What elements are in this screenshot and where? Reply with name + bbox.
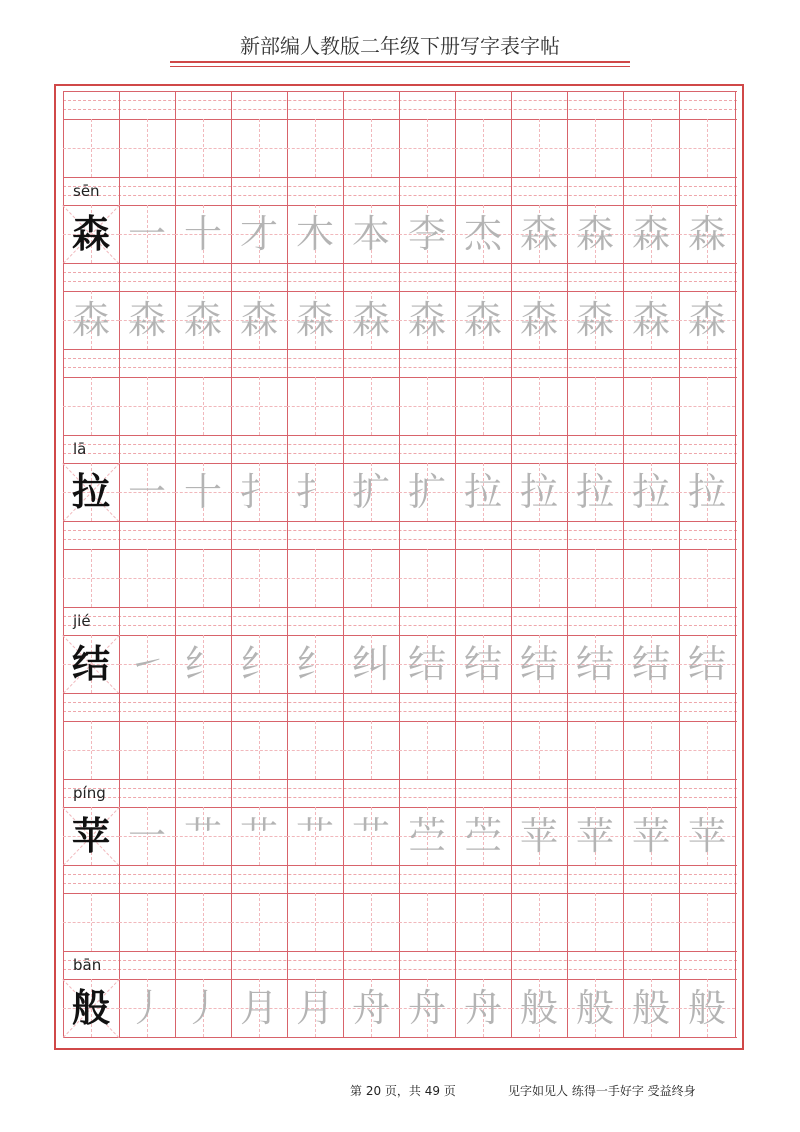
cell-divider bbox=[735, 91, 736, 177]
pinyin-band-top-line bbox=[63, 607, 737, 608]
box-center-guide bbox=[259, 721, 260, 779]
pinyin-band-top-line bbox=[63, 263, 737, 264]
cell-divider bbox=[399, 865, 400, 951]
box-center-guide bbox=[91, 893, 92, 951]
box-center-guide bbox=[483, 377, 484, 435]
box-center-guide bbox=[91, 549, 92, 607]
box-center-guide bbox=[707, 549, 708, 607]
box-center-guide bbox=[707, 893, 708, 951]
stroke-order-character: 森 bbox=[631, 212, 670, 256]
cell-divider bbox=[343, 521, 344, 607]
cell-divider bbox=[231, 349, 232, 435]
cell-divider bbox=[287, 91, 288, 177]
stroke-order-character: 苹 bbox=[687, 814, 726, 858]
box-center-guide bbox=[371, 893, 372, 951]
box-center-guide bbox=[483, 119, 484, 177]
stroke-order-character: 扩 bbox=[351, 470, 390, 514]
stroke-order-character: 木 bbox=[295, 212, 334, 256]
stroke-order-character: 结 bbox=[519, 642, 558, 686]
box-center-guide bbox=[315, 377, 316, 435]
box-center-guide bbox=[707, 721, 708, 779]
box-center-guide bbox=[91, 377, 92, 435]
stroke-order-character: 艹 bbox=[183, 814, 222, 858]
stroke-order-character: 艹 bbox=[239, 814, 278, 858]
box-bottom-line bbox=[63, 1037, 737, 1038]
box-center-guide bbox=[371, 119, 372, 177]
pinyin-guide-line bbox=[63, 788, 737, 789]
pinyin-guide-line bbox=[63, 195, 737, 196]
cell-divider bbox=[623, 865, 624, 951]
stroke-order-character: 苎 bbox=[407, 814, 446, 858]
pinyin-guide-line bbox=[63, 109, 737, 110]
cell-divider bbox=[735, 779, 736, 865]
cell-divider bbox=[119, 349, 120, 435]
box-center-guide bbox=[427, 893, 428, 951]
cell-divider bbox=[287, 865, 288, 951]
box-center-guide bbox=[595, 377, 596, 435]
trace-character: 森 bbox=[575, 298, 614, 342]
model-character: 拉 bbox=[71, 470, 110, 514]
pinyin-band-top-line bbox=[63, 435, 737, 436]
box-center-guide bbox=[595, 893, 596, 951]
stroke-order-character: 月 bbox=[239, 986, 278, 1030]
box-center-guide bbox=[483, 549, 484, 607]
page-title: 新部编人教版二年级下册写字表字帖 bbox=[240, 34, 560, 58]
cell-divider bbox=[63, 865, 64, 951]
cell-divider bbox=[287, 521, 288, 607]
pinyin-guide-line bbox=[63, 960, 737, 961]
stroke-order-character: 本 bbox=[351, 212, 390, 256]
cell-divider bbox=[455, 521, 456, 607]
stroke-order-character: 一 bbox=[127, 470, 166, 514]
footer-motto: 见字如见人 练得一手好字 受益终身 bbox=[508, 1084, 696, 1098]
cell-divider bbox=[511, 865, 512, 951]
cell-divider bbox=[567, 693, 568, 779]
pinyin-guide-line bbox=[63, 625, 737, 626]
box-center-guide bbox=[147, 119, 148, 177]
cell-divider bbox=[231, 91, 232, 177]
pinyin-guide-line bbox=[63, 358, 737, 359]
cell-divider bbox=[679, 865, 680, 951]
stroke-order-character: 艹 bbox=[351, 814, 390, 858]
cell-divider bbox=[455, 865, 456, 951]
cell-divider bbox=[175, 91, 176, 177]
pinyin-band-top-line bbox=[63, 693, 737, 694]
stroke-order-character: 般 bbox=[687, 986, 726, 1030]
cell-divider bbox=[175, 521, 176, 607]
trace-character: 森 bbox=[351, 298, 390, 342]
cell-divider bbox=[399, 349, 400, 435]
pinyin-guide-line bbox=[63, 616, 737, 617]
box-center-guide bbox=[371, 721, 372, 779]
box-center-guide bbox=[315, 893, 316, 951]
cell-divider bbox=[231, 693, 232, 779]
box-center-guide bbox=[315, 119, 316, 177]
cell-divider bbox=[399, 521, 400, 607]
cell-divider bbox=[567, 865, 568, 951]
cell-divider bbox=[231, 865, 232, 951]
cell-divider bbox=[623, 349, 624, 435]
stroke-order-character: 扌 bbox=[239, 470, 278, 514]
stroke-order-character: 苹 bbox=[631, 814, 670, 858]
stroke-order-character: 拉 bbox=[519, 470, 558, 514]
cell-divider bbox=[511, 693, 512, 779]
box-center-guide bbox=[427, 549, 428, 607]
pinyin-guide-line bbox=[63, 969, 737, 970]
cell-divider bbox=[343, 865, 344, 951]
cell-divider bbox=[679, 521, 680, 607]
stroke-order-character: 一 bbox=[127, 212, 166, 256]
stroke-order-character: 森 bbox=[575, 212, 614, 256]
box-top-line bbox=[63, 893, 737, 894]
stroke-order-character: 结 bbox=[687, 642, 726, 686]
pinyin-guide-line bbox=[63, 702, 737, 703]
box-center-guide bbox=[91, 119, 92, 177]
cell-divider bbox=[735, 607, 736, 693]
cell-divider bbox=[63, 521, 64, 607]
box-center-guide bbox=[203, 721, 204, 779]
title-rule-bottom bbox=[170, 66, 630, 67]
stroke-order-character: 结 bbox=[463, 642, 502, 686]
stroke-order-character: 纟 bbox=[239, 642, 278, 686]
stroke-order-character: 苹 bbox=[575, 814, 614, 858]
cell-divider bbox=[287, 349, 288, 435]
cell-divider bbox=[455, 693, 456, 779]
cell-divider bbox=[455, 349, 456, 435]
stroke-order-character: 丿 bbox=[127, 986, 166, 1030]
box-center-guide bbox=[707, 119, 708, 177]
box-center-guide bbox=[147, 893, 148, 951]
box-center-guide bbox=[259, 377, 260, 435]
box-center-guide bbox=[595, 549, 596, 607]
box-center-guide bbox=[595, 721, 596, 779]
box-center-guide bbox=[427, 119, 428, 177]
stroke-order-character: 结 bbox=[407, 642, 446, 686]
box-center-guide bbox=[483, 893, 484, 951]
stroke-order-character: 才 bbox=[239, 212, 278, 256]
model-character: 结 bbox=[71, 642, 110, 686]
box-center-guide bbox=[651, 549, 652, 607]
pinyin-label: jié bbox=[73, 612, 91, 630]
box-center-guide bbox=[203, 377, 204, 435]
box-center-guide bbox=[651, 721, 652, 779]
pinyin-band-top-line bbox=[63, 91, 737, 92]
box-center-guide bbox=[371, 549, 372, 607]
stroke-order-character: 森 bbox=[687, 212, 726, 256]
cell-divider bbox=[399, 693, 400, 779]
pinyin-guide-line bbox=[63, 367, 737, 368]
cell-divider bbox=[343, 349, 344, 435]
cell-divider bbox=[231, 521, 232, 607]
stroke-order-character: 般 bbox=[575, 986, 614, 1030]
box-center-guide bbox=[315, 549, 316, 607]
cell-divider bbox=[735, 951, 736, 1037]
cell-divider bbox=[455, 91, 456, 177]
box-center-guide bbox=[539, 119, 540, 177]
box-center-guide bbox=[539, 377, 540, 435]
pinyin-label: bān bbox=[73, 956, 102, 974]
box-center-guide bbox=[371, 377, 372, 435]
stroke-order-character: 结 bbox=[631, 642, 670, 686]
stroke-order-character: 苹 bbox=[519, 814, 558, 858]
cell-divider bbox=[623, 91, 624, 177]
stroke-order-character: 森 bbox=[519, 212, 558, 256]
model-character: 森 bbox=[71, 212, 110, 256]
cell-divider bbox=[175, 693, 176, 779]
cell-divider bbox=[399, 91, 400, 177]
model-character: 苹 bbox=[71, 814, 110, 858]
box-center-guide bbox=[147, 549, 148, 607]
cell-divider bbox=[567, 91, 568, 177]
box-center-guide bbox=[539, 721, 540, 779]
box-top-line bbox=[63, 721, 737, 722]
cell-divider bbox=[175, 865, 176, 951]
box-center-guide bbox=[259, 119, 260, 177]
box-center-guide bbox=[91, 721, 92, 779]
cell-divider bbox=[63, 349, 64, 435]
cell-divider bbox=[119, 865, 120, 951]
cell-divider bbox=[119, 91, 120, 177]
stroke-order-character: 舟 bbox=[407, 986, 446, 1030]
stroke-order-character: 月 bbox=[295, 986, 334, 1030]
cell-divider bbox=[735, 263, 736, 349]
pinyin-guide-line bbox=[63, 186, 737, 187]
title-rule-top bbox=[170, 61, 630, 63]
stroke-order-character: 舟 bbox=[463, 986, 502, 1030]
stroke-order-character: ㇀ bbox=[127, 642, 166, 686]
pinyin-label: sēn bbox=[73, 182, 100, 200]
box-center-guide bbox=[651, 893, 652, 951]
box-center-guide bbox=[483, 721, 484, 779]
trace-character: 森 bbox=[127, 298, 166, 342]
pinyin-guide-line bbox=[63, 874, 737, 875]
stroke-order-character: 舟 bbox=[351, 986, 390, 1030]
pinyin-label: píng bbox=[73, 784, 106, 802]
stroke-order-character: 十 bbox=[183, 470, 222, 514]
trace-character: 森 bbox=[71, 298, 110, 342]
box-center-guide bbox=[315, 721, 316, 779]
pinyin-guide-line bbox=[63, 539, 737, 540]
cell-divider bbox=[567, 521, 568, 607]
stroke-order-character: 般 bbox=[631, 986, 670, 1030]
pinyin-guide-line bbox=[63, 272, 737, 273]
cell-divider bbox=[343, 91, 344, 177]
cell-divider bbox=[679, 91, 680, 177]
stroke-order-character: 般 bbox=[519, 986, 558, 1030]
cell-divider bbox=[511, 349, 512, 435]
cell-divider bbox=[567, 349, 568, 435]
stroke-order-character: 丿 bbox=[183, 986, 222, 1030]
box-top-line bbox=[63, 377, 737, 378]
pinyin-guide-line bbox=[63, 711, 737, 712]
pinyin-guide-line bbox=[63, 530, 737, 531]
cell-divider bbox=[287, 693, 288, 779]
stroke-order-character: 一 bbox=[127, 814, 166, 858]
box-center-guide bbox=[203, 119, 204, 177]
cell-divider bbox=[119, 521, 120, 607]
trace-character: 森 bbox=[239, 298, 278, 342]
box-center-guide bbox=[539, 549, 540, 607]
box-center-guide bbox=[595, 119, 596, 177]
pinyin-label: lā bbox=[73, 440, 87, 458]
stroke-order-character: 扌 bbox=[295, 470, 334, 514]
cell-divider bbox=[623, 521, 624, 607]
practice-grid bbox=[54, 84, 744, 1050]
stroke-order-character: 拉 bbox=[463, 470, 502, 514]
cell-divider bbox=[175, 349, 176, 435]
cell-divider bbox=[735, 435, 736, 521]
stroke-order-character: 扩 bbox=[407, 470, 446, 514]
stroke-order-character: 十 bbox=[183, 212, 222, 256]
box-center-guide bbox=[203, 893, 204, 951]
page-number: 第 20 页，共 49 页 bbox=[350, 1084, 456, 1098]
stroke-order-character: 杰 bbox=[463, 212, 502, 256]
pinyin-guide-line bbox=[63, 453, 737, 454]
box-center-guide bbox=[427, 721, 428, 779]
trace-character: 森 bbox=[687, 298, 726, 342]
stroke-order-character: 纟 bbox=[295, 642, 334, 686]
cell-divider bbox=[679, 349, 680, 435]
stroke-order-character: 拉 bbox=[631, 470, 670, 514]
pinyin-guide-line bbox=[63, 797, 737, 798]
pinyin-guide-line bbox=[63, 444, 737, 445]
box-center-guide bbox=[651, 119, 652, 177]
cell-divider bbox=[735, 349, 736, 435]
trace-character: 森 bbox=[407, 298, 446, 342]
box-center-guide bbox=[259, 893, 260, 951]
box-center-guide bbox=[707, 377, 708, 435]
pinyin-band-top-line bbox=[63, 349, 737, 350]
cell-divider bbox=[343, 693, 344, 779]
trace-character: 森 bbox=[631, 298, 670, 342]
cell-divider bbox=[119, 693, 120, 779]
model-character: 般 bbox=[71, 986, 110, 1030]
stroke-order-character: 结 bbox=[575, 642, 614, 686]
cell-divider bbox=[679, 693, 680, 779]
pinyin-band-top-line bbox=[63, 951, 737, 952]
cell-divider bbox=[63, 693, 64, 779]
cell-divider bbox=[623, 693, 624, 779]
pinyin-band-top-line bbox=[63, 779, 737, 780]
box-top-line bbox=[63, 119, 737, 120]
box-center-guide bbox=[147, 721, 148, 779]
cell-divider bbox=[735, 693, 736, 779]
cell-divider bbox=[63, 91, 64, 177]
box-center-guide bbox=[147, 377, 148, 435]
box-center-guide bbox=[539, 893, 540, 951]
stroke-order-character: 拉 bbox=[687, 470, 726, 514]
trace-character: 森 bbox=[295, 298, 334, 342]
pinyin-guide-line bbox=[63, 281, 737, 282]
pinyin-guide-line bbox=[63, 100, 737, 101]
stroke-order-character: 拉 bbox=[575, 470, 614, 514]
box-center-guide bbox=[427, 377, 428, 435]
trace-character: 森 bbox=[519, 298, 558, 342]
trace-character: 森 bbox=[183, 298, 222, 342]
pinyin-band-top-line bbox=[63, 865, 737, 866]
box-top-line bbox=[63, 549, 737, 550]
cell-divider bbox=[511, 91, 512, 177]
stroke-order-character: 苎 bbox=[463, 814, 502, 858]
stroke-order-character: 李 bbox=[407, 212, 446, 256]
box-center-guide bbox=[203, 549, 204, 607]
cell-divider bbox=[735, 865, 736, 951]
pinyin-band-top-line bbox=[63, 177, 737, 178]
cell-divider bbox=[735, 521, 736, 607]
cell-divider bbox=[735, 177, 736, 263]
cell-divider bbox=[511, 521, 512, 607]
stroke-order-character: 纟 bbox=[183, 642, 222, 686]
stroke-order-character: 纠 bbox=[351, 642, 390, 686]
pinyin-guide-line bbox=[63, 883, 737, 884]
box-center-guide bbox=[259, 549, 260, 607]
box-center-guide bbox=[651, 377, 652, 435]
stroke-order-character: 艹 bbox=[295, 814, 334, 858]
pinyin-band-top-line bbox=[63, 521, 737, 522]
trace-character: 森 bbox=[463, 298, 502, 342]
